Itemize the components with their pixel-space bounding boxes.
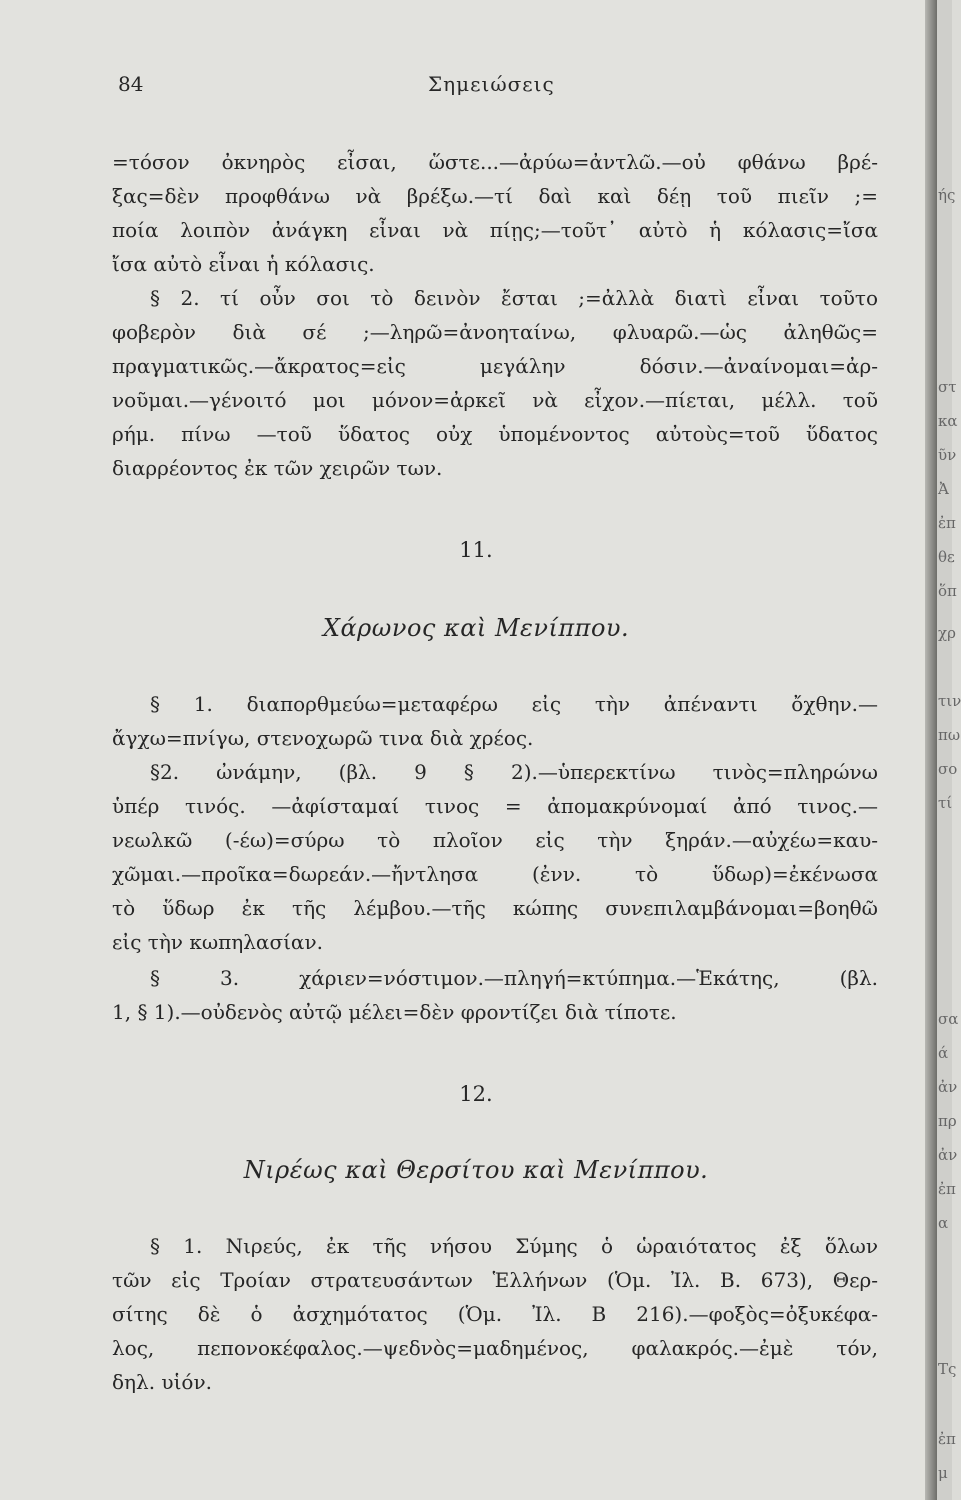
text-line: νεωλκῶ (-έω)=σύρω τὸ πλοῖον εἰς τὴν ξηράν.—αὐχέω=καυ- [112,828,878,852]
text-line: χῶμαι.—προῖκα=δωρεάν.—ἤντλησα (ἐνν. τὸ ὕδωρ)=ἐκένωσα [112,862,878,886]
next-page-fragment: ἐπ [938,514,956,532]
next-page-fragment: τί [938,794,953,812]
next-page-fragment: ής [938,186,956,204]
text-line: ποία λοιπὸν ἀνάγκη εἶναι νὰ πίῃς;—τοῦτ᾽ αὐτὸ ἡ κόλασις=ἴσα [112,218,878,242]
next-page-fragment: ὅπ [938,582,957,600]
next-page-fragment: μ [938,1464,948,1482]
next-page-fragment: ά [938,1044,949,1062]
next-page-fragment: Τς [938,1360,957,1378]
next-page-fragment: τιν [938,692,961,710]
text-line: ἄγχω=πνίγω, στενοχωρῶ τινα διὰ χρέος. [112,726,534,750]
next-page-fragment: χρ [938,624,956,642]
page-header [118,68,888,104]
next-page-fragment: θε [938,548,955,566]
next-page-fragment: σα [938,1010,959,1028]
text-line: νοῦμαι.—γένοιτό μοι μόνον=ἀρκεῖ νὰ εἶχον.—πίεται, μέλλ. τοῦ [112,388,878,412]
next-page-fragment: ἐπ [938,1430,956,1448]
text-line: ρήμ. πίνω —τοῦ ὕδατος οὐχ ὑπομένοντος αὐτοὺς=τοῦ ὕδατος [112,422,878,446]
text-line: τῶν εἰς Τροίαν στρατευσάντων Ἑλλήνων (Ὁμ. Ἰλ. Β. 673), Θερ- [112,1268,878,1292]
text-line: φοβερὸν διὰ σέ ;—ληρῶ=ἀνοηταίνω, φλυαρῶ.—ὡς ἀληθῶς= [112,320,878,344]
text-line: δηλ. υἱόν. [112,1370,212,1394]
text-line: § 1. διαπορθμεύω=μεταφέρω εἰς τὴν ἀπέναντι ὄχθην.— [150,692,878,716]
next-page-edge [937,0,961,1500]
section-number: 12. [459,1082,493,1106]
next-page-fragment: πω [938,726,961,744]
running-head: Σημειώσεις [428,72,555,96]
text-line: πραγματικῶς.—ἄκρατος=εἰς μεγάλην δόσιν.—ἀναίνομαι=ἀρ- [112,354,878,378]
text-line: =τόσον ὀκνηρὸς εἶσαι, ὥστε...—ἀρύω=ἀντλῶ.—οὐ φθάνω βρέ- [112,150,878,174]
section-title: Νιρέως καὶ Θερσίτου καὶ Μενίππου. [243,1156,709,1184]
next-page-fragment: κα [938,412,958,430]
text-line: § 1. Νιρεύς, ἐκ τῆς νήσου Σύμης ὁ ὡραιότατος ἐξ ὅλων [150,1234,878,1258]
section-title: Χάρωνος καὶ Μενίππου. [322,614,630,642]
section-number: 11. [459,538,493,562]
book-gutter [925,0,937,1500]
text-line: ὑπέρ τινός. —ἀφίσταμαί τινος = ἀπομακρύνομαί ἀπό τινος.— [112,794,878,818]
page-number: 84 [118,72,144,96]
text-line: ξας=δὲν προφθάνω νὰ βρέξω.—τί δαὶ καὶ δέῃ τοῦ πιεῖν ;= [112,184,878,208]
next-page-fragment: ἐπ [938,1180,956,1198]
text-line: σίτης δὲ ὁ ἀσχημότατος (Ὁμ. Ἰλ. Β 216).—φοξὸς=ὀξυκέφα- [112,1302,878,1326]
text-line: §2. ὠνάμην, (βλ. 9 § 2).—ὑπερεκτίνω τινὸς=πληρώνω [150,760,878,784]
next-page-fragment: πρ [938,1112,957,1130]
next-page-fragment: α [938,1214,949,1232]
next-page-fragment: ἀν [938,1078,958,1096]
next-page-fragment: ῦν [938,446,957,464]
text-line: § 3. χάριεν=νόστιμον.—πληγή=κτύπημα.—Ἑκάτης, (βλ. [150,966,878,990]
text-line: λος, πεπονοκέφαλος.—ψεδνὸς=μαδημένος, φαλακρός.—ἐμὲ τόν, [112,1336,878,1360]
next-page-fragment: Ἀ [938,480,949,498]
text-line: § 2. τί οὖν σοι τὸ δεινὸν ἔσται ;=ἀλλὰ διατὶ εἶναι τοῦτο [150,286,878,310]
next-page-fragment: ἀν [938,1146,958,1164]
next-page-fragment: σο [938,760,958,778]
next-page-fragment: στ [938,378,957,396]
text-line: ἴσα αὐτὸ εἶναι ἡ κόλασις. [112,252,375,276]
text-line: διαρρέοντος ἐκ τῶν χειρῶν των. [112,456,443,480]
text-line: εἰς τὴν κωπηλασίαν. [112,930,323,954]
text-line: 1, § 1).—οὐδενὸς αὐτῷ μέλει=δὲν φροντίζει διὰ τίποτε. [112,1000,677,1024]
text-line: τὸ ὕδωρ ἐκ τῆς λέμβου.—τῆς κώπης συνεπιλαμβάνομαι=βοηθῶ [112,896,878,920]
